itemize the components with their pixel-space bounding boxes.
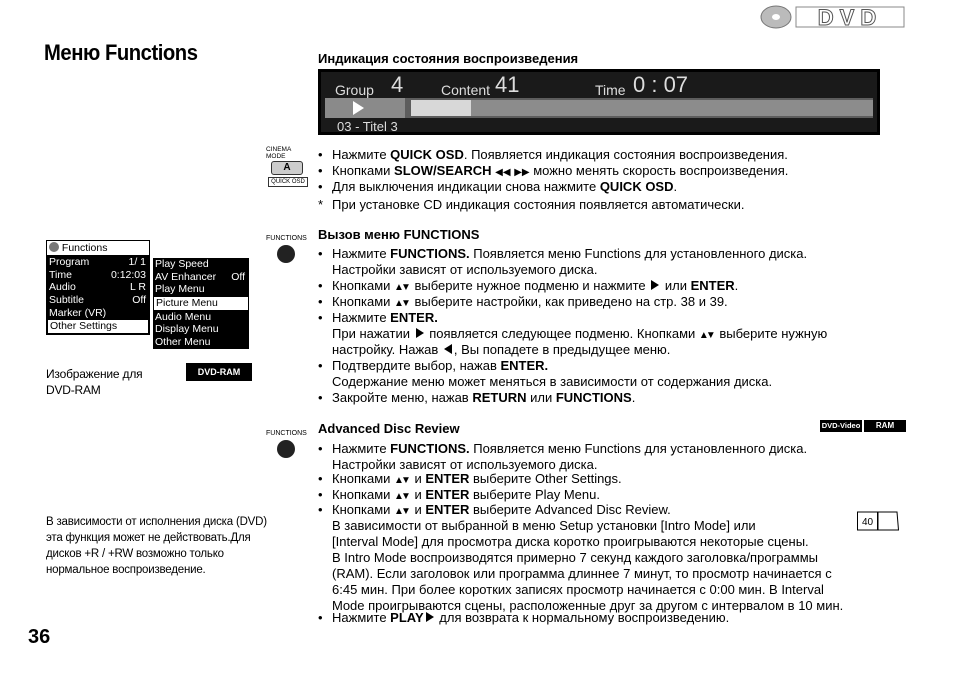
play-icon xyxy=(353,101,364,115)
dvd-video-badge: DVD-Video xyxy=(821,421,861,430)
up-down-icon: ▲▼ xyxy=(394,298,408,309)
up-down-icon: ▲▼ xyxy=(394,506,408,517)
side-note: В зависимости от исполнения диска (DVD) эта функция может не действовать.Для дисков +R / +RW возможно только нормальное воспроизведение. xyxy=(46,516,267,576)
quick-osd-label: QUICK OSD xyxy=(268,177,308,187)
up-down-icon: ▲▼ xyxy=(698,330,713,341)
up-down-icon: ▲▼ xyxy=(394,282,408,293)
osd-title-text: 03 - Titel 3 xyxy=(337,119,398,134)
functions-heading: Вызов меню FUNCTIONS xyxy=(318,227,480,242)
time-value: 0 : 07 xyxy=(633,72,689,97)
right-arrow-icon xyxy=(416,328,424,338)
quick-osd-button-graphic xyxy=(266,146,312,187)
functions-button-graphic-1 xyxy=(266,235,307,263)
dvd-logo xyxy=(760,4,906,30)
book-page-reference-icon xyxy=(857,511,899,531)
group-label: Group xyxy=(335,82,374,98)
submenu-row-other-menu[interactable]: Other Menu xyxy=(153,336,249,349)
up-down-icon: ▲▼ xyxy=(394,491,408,502)
menu-row-audio[interactable]: Audio L R xyxy=(47,281,149,294)
time-label: Time xyxy=(595,82,626,98)
menu-row-time[interactable]: Time 0:12:03 xyxy=(47,269,149,282)
left-arrow-icon xyxy=(444,344,452,354)
content-label: Content xyxy=(441,82,491,98)
functions-button-graphic-2 xyxy=(266,430,307,458)
progress-bar xyxy=(411,100,873,116)
play-icon-box xyxy=(325,98,405,118)
functions-label: FUNCTIONS xyxy=(266,235,307,242)
advanced-heading: Advanced Disc Review xyxy=(318,421,460,436)
cinema-mode-label: CINEMA MODE xyxy=(266,146,291,160)
disc-icon xyxy=(49,242,59,252)
menu-row-other-settings[interactable]: Other Settings xyxy=(47,319,149,334)
a-key: A xyxy=(271,161,303,175)
functions-menu-header: Functions xyxy=(47,241,149,256)
submenu-row-play-menu[interactable]: Play Menu xyxy=(153,283,249,296)
svg-text:DVD: DVD xyxy=(817,5,883,30)
ram-badge: RAM xyxy=(864,420,906,432)
image-caption: Изображение для DVD-RAM xyxy=(46,367,143,397)
menu-row-program[interactable]: Program 1/ 1 xyxy=(47,256,149,269)
osd-bar xyxy=(325,98,873,118)
other-settings-submenu xyxy=(153,258,249,349)
menu-row-marker[interactable]: Marker (VR) xyxy=(47,307,149,320)
osd-display xyxy=(318,69,880,135)
submenu-row-display-menu[interactable]: Display Menu xyxy=(153,323,249,336)
page-number: 36 xyxy=(28,626,51,648)
functions-menu-panel xyxy=(46,240,150,335)
osd-heading: Индикация состояния воспроизведения xyxy=(318,51,579,66)
dvd-ram-badge: DVD-RAM xyxy=(186,363,252,381)
submenu-row-picture-menu[interactable]: Picture Menu xyxy=(153,296,249,311)
menu-row-subtitle[interactable]: Subtitle Off xyxy=(47,294,149,307)
page-title: Меню Functions xyxy=(44,40,198,65)
submenu-row-audio-menu[interactable]: Audio Menu xyxy=(153,311,249,324)
functions-label: FUNCTIONS xyxy=(266,430,307,437)
right-arrow-icon xyxy=(651,280,659,290)
content-value: 41 xyxy=(495,72,520,97)
group-value: 4 xyxy=(391,72,404,97)
up-down-icon: ▲▼ xyxy=(394,475,408,486)
rewind-icon: ◀◀ xyxy=(495,167,511,178)
submenu-row-av-enhancer[interactable]: AV Enhancer Off xyxy=(153,271,249,284)
functions-button-icon xyxy=(277,440,295,458)
functions-button-icon xyxy=(277,245,295,263)
fast-forward-icon: ▶▶ xyxy=(514,167,530,178)
progress-fill xyxy=(411,100,471,116)
submenu-row-play-speed[interactable]: Play Speed xyxy=(153,258,249,271)
play-arrow-icon xyxy=(426,612,434,622)
page-ref-number: 40 xyxy=(861,517,874,528)
